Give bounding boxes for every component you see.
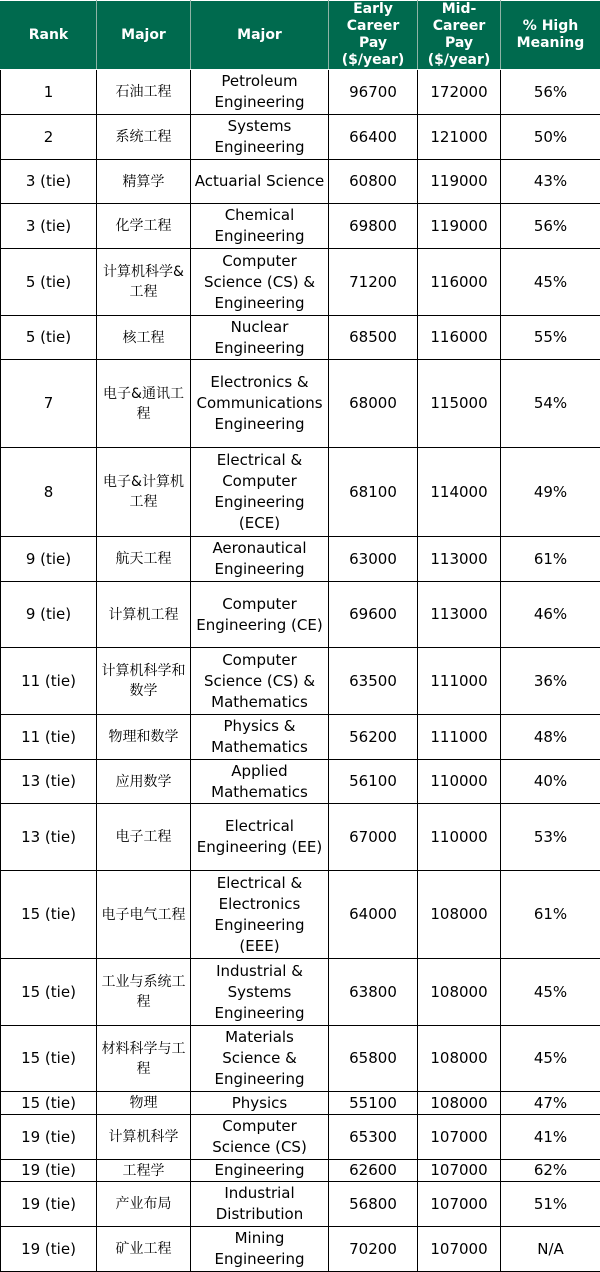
early-career-pay-cell: 63500 <box>329 648 418 715</box>
rank-cell: 11 (tie) <box>1 648 97 715</box>
high-meaning-cell: 50% <box>501 115 600 160</box>
table-row <box>1 70 600 115</box>
table-row <box>1 1182 600 1227</box>
major-english-cell: Aeronautical Engineering <box>191 537 329 582</box>
major-english-cell: Applied Mathematics <box>191 760 329 804</box>
mid-career-pay-cell: 115000 <box>418 360 501 448</box>
early-career-pay-cell: 62600 <box>329 1160 418 1182</box>
early-career-pay-cell: 69800 <box>329 204 418 249</box>
mid-career-pay-cell: 107000 <box>418 1182 501 1227</box>
high-meaning-cell: 47% <box>501 1092 600 1115</box>
table-row <box>1 804 600 871</box>
high-meaning-cell: 56% <box>501 70 600 115</box>
early-career-pay-cell: 67000 <box>329 804 418 871</box>
major-chinese-cell: 化学工程 <box>97 204 191 249</box>
header-major-english: Major <box>191 1 329 70</box>
major-chinese-cell: 电子&通讯工程 <box>97 360 191 448</box>
major-english-cell: Actuarial Science <box>191 160 329 204</box>
mid-career-pay-cell: 111000 <box>418 648 501 715</box>
rank-cell: 5 (tie) <box>1 316 97 360</box>
major-english-cell: Computer Science (CS) & Engineering <box>191 249 329 316</box>
major-english-cell: Physics & Mathematics <box>191 715 329 760</box>
major-chinese-cell: 系统工程 <box>97 115 191 160</box>
major-chinese-cell: 应用数学 <box>97 760 191 804</box>
high-meaning-cell: 36% <box>501 648 600 715</box>
major-chinese-cell: 计算机科学 <box>97 1115 191 1160</box>
major-english-cell: Nuclear Engineering <box>191 316 329 360</box>
table-row <box>1 160 600 204</box>
mid-career-pay-cell: 108000 <box>418 1092 501 1115</box>
high-meaning-cell: 56% <box>501 204 600 249</box>
rank-cell: 15 (tie) <box>1 871 97 959</box>
rank-cell: 8 <box>1 448 97 537</box>
mid-career-pay-cell: 107000 <box>418 1227 501 1272</box>
table-row <box>1 316 600 360</box>
table-row <box>1 648 600 715</box>
mid-career-pay-cell: 119000 <box>418 160 501 204</box>
early-career-pay-cell: 64000 <box>329 871 418 959</box>
major-english-cell: Systems Engineering <box>191 115 329 160</box>
rank-cell: 7 <box>1 360 97 448</box>
mid-career-pay-cell: 111000 <box>418 715 501 760</box>
table-row <box>1 1026 600 1092</box>
header-major-chinese: Major <box>97 1 191 70</box>
table-row <box>1 582 600 648</box>
header-rank: Rank <box>1 1 97 70</box>
major-english-cell: Petroleum Engineering <box>191 70 329 115</box>
table-row <box>1 715 600 760</box>
mid-career-pay-cell: 116000 <box>418 249 501 316</box>
header-early-career-pay: Early Career Pay ($/year) <box>329 1 418 70</box>
high-meaning-cell: 53% <box>501 804 600 871</box>
major-chinese-cell: 产业布局 <box>97 1182 191 1227</box>
header-mid-career-pay: Mid-Career Pay ($/year) <box>418 1 501 70</box>
early-career-pay-cell: 68100 <box>329 448 418 537</box>
high-meaning-cell: 48% <box>501 715 600 760</box>
high-meaning-cell: 61% <box>501 537 600 582</box>
major-chinese-cell: 工程学 <box>97 1160 191 1182</box>
major-english-cell: Engineering <box>191 1160 329 1182</box>
major-chinese-cell: 计算机科学&工程 <box>97 249 191 316</box>
rank-cell: 5 (tie) <box>1 249 97 316</box>
major-chinese-cell: 物理和数学 <box>97 715 191 760</box>
high-meaning-cell: 61% <box>501 871 600 959</box>
table-row <box>1 959 600 1026</box>
mid-career-pay-cell: 110000 <box>418 760 501 804</box>
high-meaning-cell: 46% <box>501 582 600 648</box>
table-row <box>1 1227 600 1272</box>
early-career-pay-cell: 68000 <box>329 360 418 448</box>
early-career-pay-cell: 65800 <box>329 1026 418 1092</box>
table-row <box>1 871 600 959</box>
major-chinese-cell: 矿业工程 <box>97 1227 191 1272</box>
mid-career-pay-cell: 113000 <box>418 537 501 582</box>
mid-career-pay-cell: 172000 <box>418 70 501 115</box>
high-meaning-cell: 54% <box>501 360 600 448</box>
major-chinese-cell: 电子电气工程 <box>97 871 191 959</box>
high-meaning-cell: 40% <box>501 760 600 804</box>
early-career-pay-cell: 55100 <box>329 1092 418 1115</box>
early-career-pay-cell: 71200 <box>329 249 418 316</box>
table-row <box>1 537 600 582</box>
major-english-cell: Computer Science (CS) & Mathematics <box>191 648 329 715</box>
table-row <box>1 115 600 160</box>
early-career-pay-cell: 56800 <box>329 1182 418 1227</box>
early-career-pay-cell: 68500 <box>329 316 418 360</box>
major-chinese-cell: 工业与系统工程 <box>97 959 191 1026</box>
rank-cell: 15 (tie) <box>1 1026 97 1092</box>
rank-cell: 9 (tie) <box>1 582 97 648</box>
major-english-cell: Computer Science (CS) <box>191 1115 329 1160</box>
rank-cell: 11 (tie) <box>1 715 97 760</box>
rank-cell: 3 (tie) <box>1 204 97 249</box>
rank-cell: 13 (tie) <box>1 804 97 871</box>
major-english-cell: Electrical Engineering (EE) <box>191 804 329 871</box>
mid-career-pay-cell: 110000 <box>418 804 501 871</box>
mid-career-pay-cell: 113000 <box>418 582 501 648</box>
major-english-cell: Computer Engineering (CE) <box>191 582 329 648</box>
major-chinese-cell: 电子工程 <box>97 804 191 871</box>
mid-career-pay-cell: 108000 <box>418 1026 501 1092</box>
major-chinese-cell: 核工程 <box>97 316 191 360</box>
early-career-pay-cell: 56200 <box>329 715 418 760</box>
major-english-cell: Industrial Distribution <box>191 1182 329 1227</box>
major-english-cell: Electrical & Computer Engineering (ECE) <box>191 448 329 537</box>
high-meaning-cell: 51% <box>501 1182 600 1227</box>
header-row <box>1 1 600 70</box>
major-chinese-cell: 材料科学与工程 <box>97 1026 191 1092</box>
major-english-cell: Physics <box>191 1092 329 1115</box>
mid-career-pay-cell: 107000 <box>418 1160 501 1182</box>
table-row <box>1 1092 600 1115</box>
early-career-pay-cell: 60800 <box>329 160 418 204</box>
rank-cell: 19 (tie) <box>1 1115 97 1160</box>
rank-cell: 3 (tie) <box>1 160 97 204</box>
table-row <box>1 1160 600 1182</box>
high-meaning-cell: 55% <box>501 316 600 360</box>
table-row <box>1 1115 600 1160</box>
rank-cell: 15 (tie) <box>1 959 97 1026</box>
mid-career-pay-cell: 114000 <box>418 448 501 537</box>
early-career-pay-cell: 63800 <box>329 959 418 1026</box>
rank-cell: 19 (tie) <box>1 1182 97 1227</box>
mid-career-pay-cell: 119000 <box>418 204 501 249</box>
major-chinese-cell: 计算机科学和数学 <box>97 648 191 715</box>
early-career-pay-cell: 56100 <box>329 760 418 804</box>
major-english-cell: Electrical & Electronics Engineering (EEE) <box>191 871 329 959</box>
high-meaning-cell: 41% <box>501 1115 600 1160</box>
major-chinese-cell: 石油工程 <box>97 70 191 115</box>
table-row <box>1 448 600 537</box>
major-chinese-cell: 精算学 <box>97 160 191 204</box>
rank-cell: 13 (tie) <box>1 760 97 804</box>
early-career-pay-cell: 70200 <box>329 1227 418 1272</box>
high-meaning-cell: 45% <box>501 249 600 316</box>
mid-career-pay-cell: 108000 <box>418 871 501 959</box>
major-english-cell: Chemical Engineering <box>191 204 329 249</box>
rank-cell: 9 (tie) <box>1 537 97 582</box>
major-english-cell: Industrial & Systems Engineering <box>191 959 329 1026</box>
table-row <box>1 360 600 448</box>
major-chinese-cell: 计算机工程 <box>97 582 191 648</box>
table-row <box>1 760 600 804</box>
early-career-pay-cell: 69600 <box>329 582 418 648</box>
major-chinese-cell: 航天工程 <box>97 537 191 582</box>
high-meaning-cell: 45% <box>501 959 600 1026</box>
table-row <box>1 249 600 316</box>
major-english-cell: Electronics & Communications Engineering <box>191 360 329 448</box>
mid-career-pay-cell: 121000 <box>418 115 501 160</box>
mid-career-pay-cell: 108000 <box>418 959 501 1026</box>
rank-cell: 19 (tie) <box>1 1227 97 1272</box>
early-career-pay-cell: 66400 <box>329 115 418 160</box>
early-career-pay-cell: 65300 <box>329 1115 418 1160</box>
major-english-cell: Materials Science & Engineering <box>191 1026 329 1092</box>
mid-career-pay-cell: 116000 <box>418 316 501 360</box>
table-row <box>1 204 600 249</box>
high-meaning-cell: 49% <box>501 448 600 537</box>
mid-career-pay-cell: 107000 <box>418 1115 501 1160</box>
table-body <box>1 70 600 1272</box>
high-meaning-cell: N/A <box>501 1227 600 1272</box>
rank-cell: 15 (tie) <box>1 1092 97 1115</box>
rank-cell: 1 <box>1 70 97 115</box>
high-meaning-cell: 45% <box>501 1026 600 1092</box>
major-chinese-cell: 电子&计算机工程 <box>97 448 191 537</box>
rank-cell: 19 (tie) <box>1 1160 97 1182</box>
rank-cell: 2 <box>1 115 97 160</box>
major-chinese-cell: 物理 <box>97 1092 191 1115</box>
high-meaning-cell: 62% <box>501 1160 600 1182</box>
high-meaning-cell: 43% <box>501 160 600 204</box>
early-career-pay-cell: 96700 <box>329 70 418 115</box>
major-english-cell: Mining Engineering <box>191 1227 329 1272</box>
header-high-meaning: % High Meaning <box>501 1 600 70</box>
early-career-pay-cell: 63000 <box>329 537 418 582</box>
